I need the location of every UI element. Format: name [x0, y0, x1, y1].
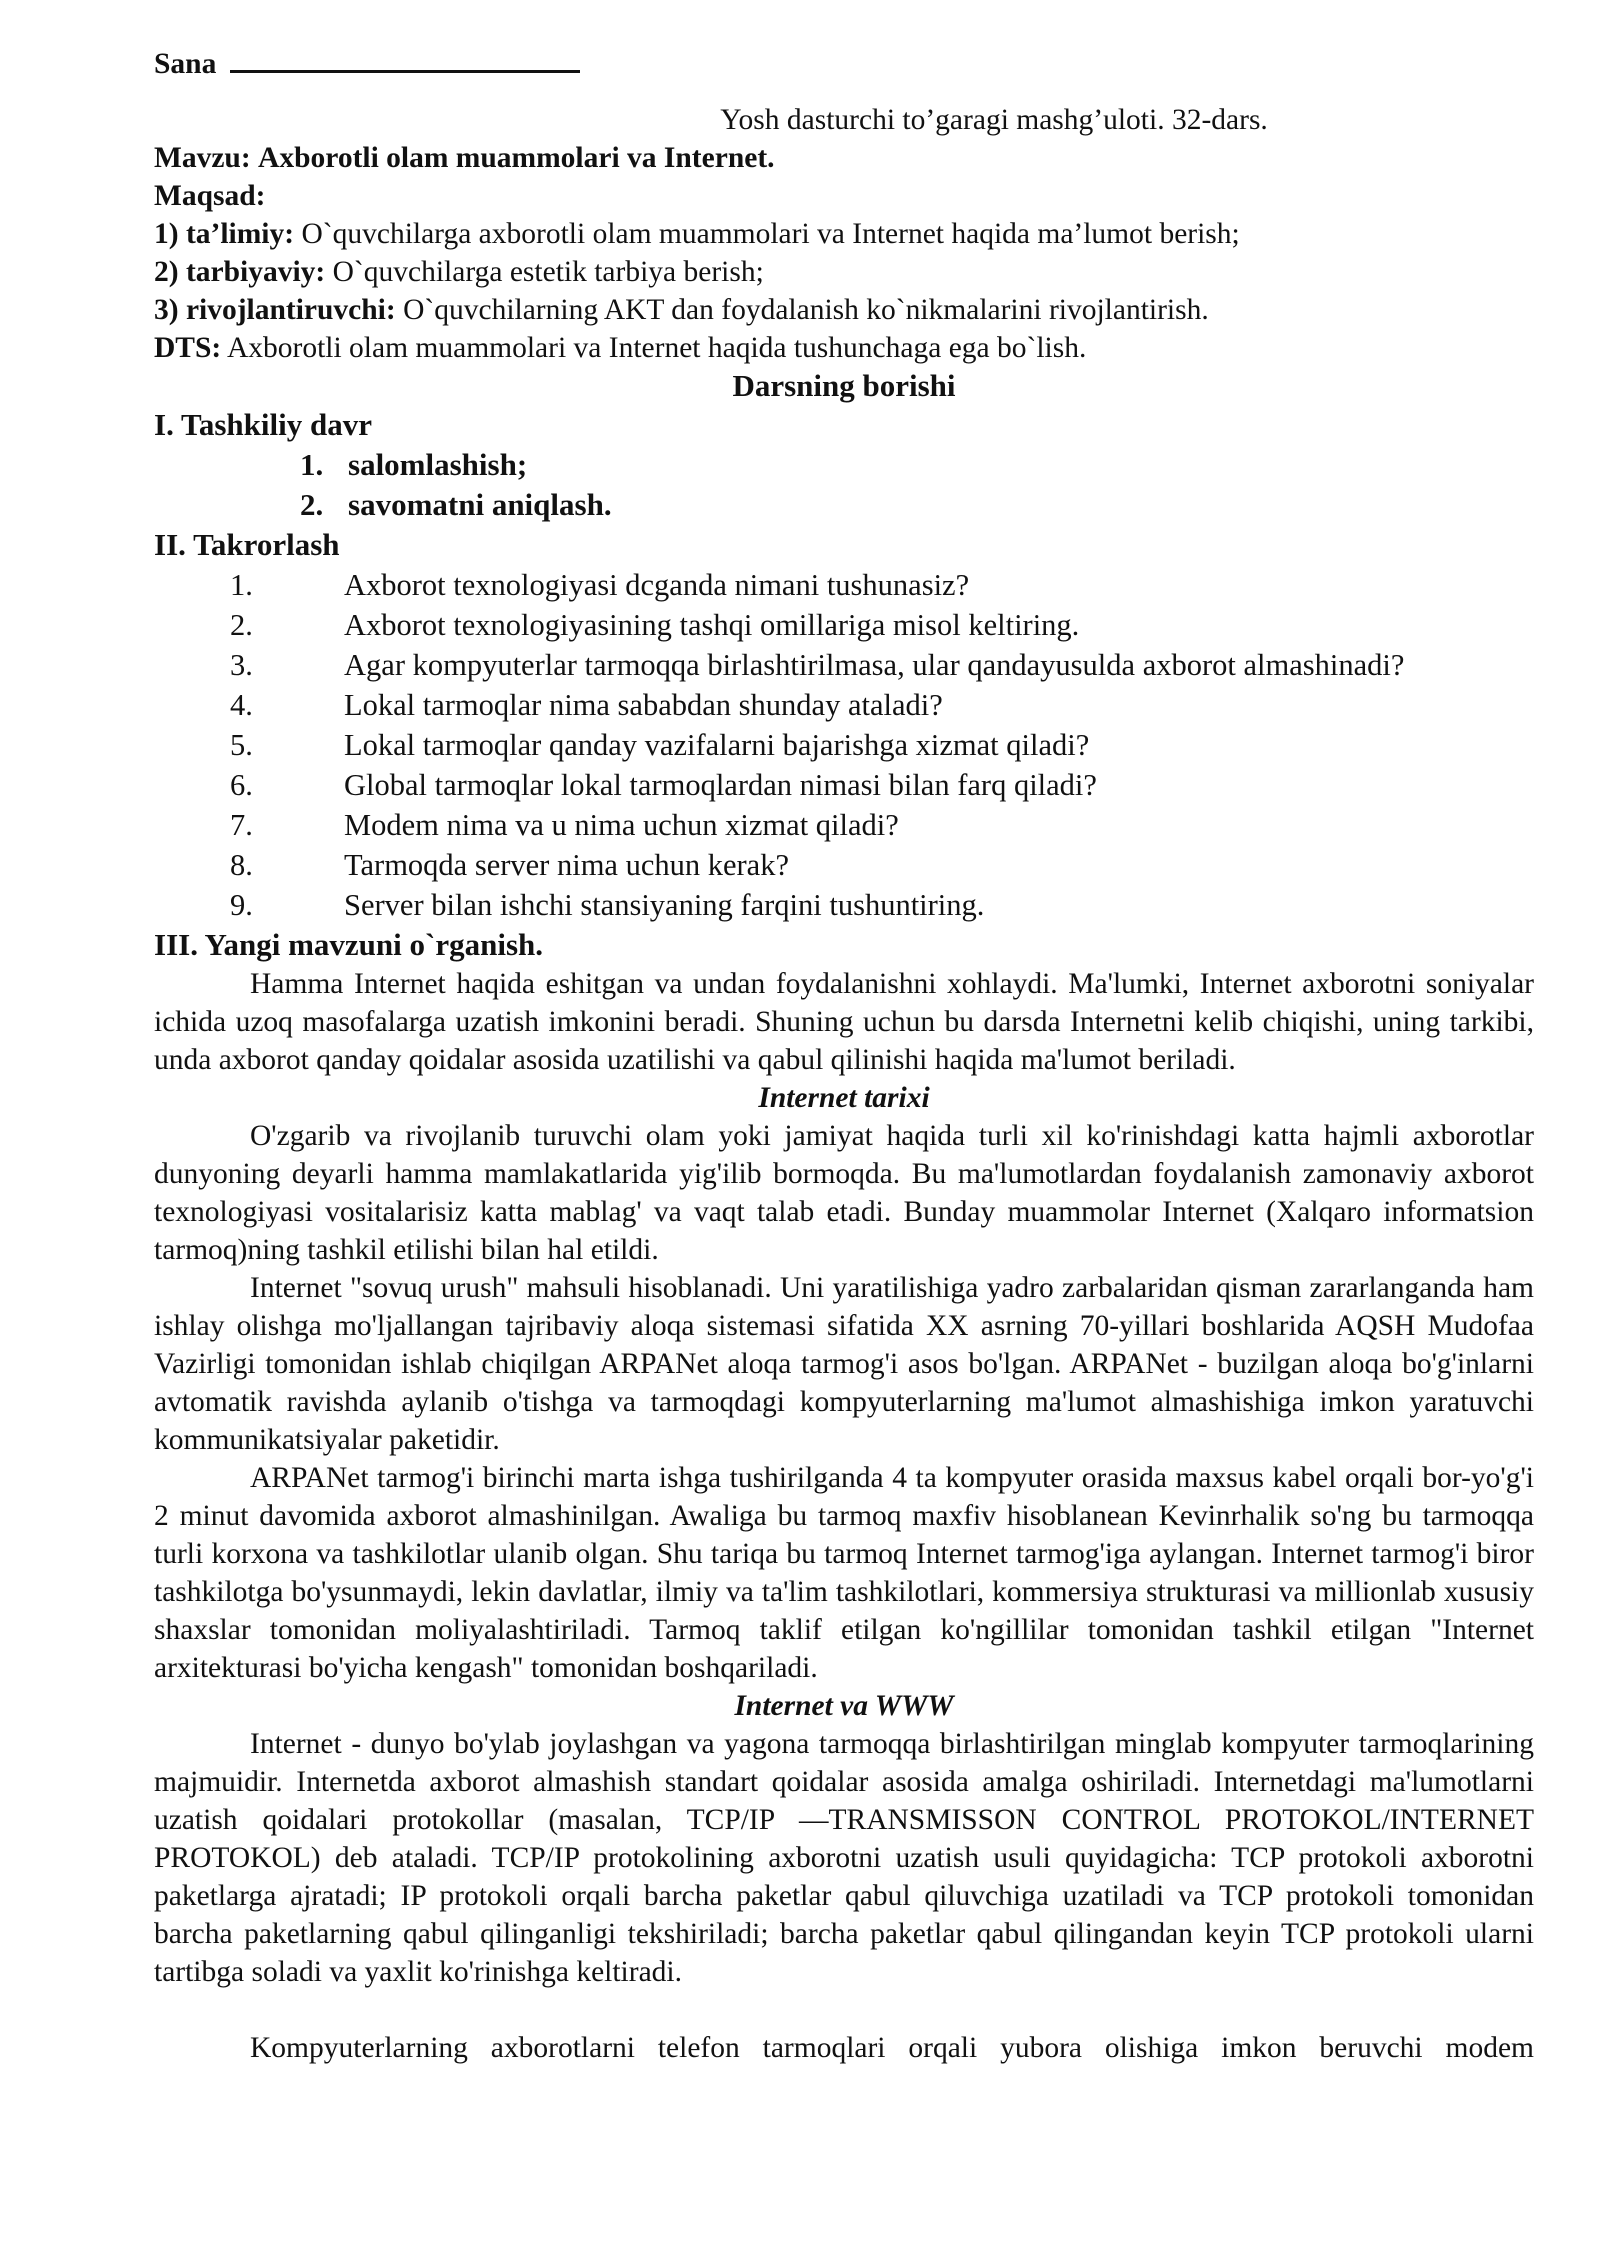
question-item	[230, 765, 1534, 805]
question-item	[230, 805, 1534, 845]
paragraph: Internet - dunyo bo'ylab joylashgan va yagona tarmoqqa birlashtirilgan minglab kompyuter tarmoqlarining majmuidir. Internetda axborot almashish standart qoidalar asosida amalga oshiriladi. Internetdagi ma'lumotlarni uzatish qoidalari protokollar (masalan, TCP/IP —TRANSMISSON CONTROL PROTOKOL/INTERNET PROTOKOL) deb ataladi. TCP/IP protokolining axborotni uzatish usuli quyidagicha: TCP protokoli axborotni paketlarga ajratadi; IP protokoli orqali barcha paketlar qabul qiluvchiga uzatiladi va TCP protokoli tomonidan barcha paketlarning qabul qilinganligi tekshiriladi; barcha paketlar qabul qilingandan keyin TCP protokoli ularni tartibga soladi va yaxlit ko'rinishga keltiradi.	[154, 1728, 1534, 1988]
question-number: 6.	[230, 768, 253, 802]
question-item	[230, 565, 1534, 605]
list-item	[300, 485, 1534, 525]
question-text: Lokal tarmoqlar qanday vazifalarni bajarishga xizmat qiladi?	[344, 728, 1090, 762]
goal-item-label: 3) rivojlantiruvchi:	[154, 294, 396, 326]
dts-line	[154, 329, 1534, 367]
date-blank-field	[230, 44, 580, 73]
section-title: I. Tashkiliy davr	[154, 407, 372, 442]
section-title: II. Takrorlash	[154, 527, 340, 562]
question-number: 3.	[230, 648, 253, 682]
question-number: 8.	[230, 848, 253, 882]
question-number: 5.	[230, 728, 253, 762]
question-text: Global tarmoqlar lokal tarmoqlardan nimasi bilan farq qiladi?	[344, 768, 1097, 802]
question-item	[230, 645, 1534, 685]
question-item	[230, 725, 1534, 765]
question-number: 1.	[230, 568, 253, 602]
subsection-heading: Internet tarixi	[758, 1082, 930, 1114]
question-item	[230, 845, 1534, 885]
question-text: Tarmoqda server nima uchun kerak?	[344, 848, 790, 882]
goal-item	[154, 253, 1534, 291]
paragraph: O'zgarib va rivojlanib turuvchi olam yoki jamiyat haqida turli xil ko'rinishdagi katta hajmli axborotlar dunyoning deyarli hamma mamlakatlarida yig'ilib bormoqda. Bu ma'lumotlardan foydalanish zamonaviy axborot texnologiyasi vositalarisiz katta mablag' va vaqt talab etadi. Bunday muammolar Internet (Xalqaro informatsion tarmoq)ning tashkil etilishi bilan hal etildi.	[154, 1120, 1534, 1266]
goal-item-text: O`quvchilarga estetik tarbiya berish;	[332, 256, 764, 288]
section-title: III. Yangi mavzuni o`rganish.	[154, 927, 544, 962]
date-label: Sana	[154, 48, 217, 80]
question-text: Axborot texnologiyasining tashqi omillariga misol keltiring.	[344, 608, 1080, 642]
question-list	[154, 565, 1534, 925]
list-item-number: 1.	[300, 447, 324, 482]
question-number: 9.	[230, 888, 253, 922]
paragraph: ARPANet tarmog'i birinchi marta ishga tushirilganda 4 ta kompyuter orasida maxsus kabel orqali bor-yo'g'i 2 minut davomida axborot almashinilgan. Awaliga bu tarmoq maxfiv hisoblanean Kevinrhalik so'ng bu tarmoqqa turli korxona va tashkilotlar ulanib olgan. Shu tariqa bu tarmoq Internet tarmog'iga aylangan. Internet tarmog'i biror tashkilotga bo'ysunmaydi, lekin davlatlar, ilmiy va ta'lim tashkilotlari, kommersiya strukturasi va millionlab xususiy shaxslar tomonidan moliyalashtiriladi. Tarmoq taklif etilgan ko'ngillilar tomonidan tashkil etilgan "Internet arxitekturasi bo'yicha kengash" tomonidan boshqariladi.	[154, 1462, 1534, 1684]
paragraph: Internet "sovuq urush" mahsuli hisoblanadi. Uni yaratilishiga yadro zarbalaridan qisman zararlanganda ham ishlay olishga mo'ljallangan tajribaviy aloqa sistemasi sifatida XX asrning 70-yillari boshlarida AQSH Mudofaa Vazirligi tomonidan ishlab chiqilgan ARPANet aloqa tarmog'i asos bo'lgan. ARPANet - buzilgan aloqa bo'g'inlarni avtomatik ravishda aylanib o'tishga va tarmoqdagi kompyuterlarning ma'lumot almashishiga imkon yaratuvchi kommunikatsiyalar paketidir.	[154, 1272, 1534, 1456]
document-page	[154, 44, 1534, 2067]
goal-item-label: 1) ta’limiy:	[154, 218, 295, 250]
lesson-title: Yosh dasturchi to’garagi mashg’uloti. 32-dars.	[720, 104, 1268, 136]
topic-line	[154, 139, 1534, 177]
goal-label: Maqsad:	[154, 180, 266, 212]
question-number: 2.	[230, 608, 253, 642]
list-item-text: savomatni aniqlash.	[348, 487, 612, 522]
lesson-heading: Darsning borishi	[732, 368, 956, 403]
list-item-text: salomlashish;	[348, 447, 528, 482]
dts-label: DTS:	[154, 332, 222, 364]
goal-item	[154, 291, 1534, 329]
question-text: Agar kompyuterlar tarmoqqa birlashtirilmasa, ular qandayusulda axborot almashinadi?	[344, 648, 1405, 682]
goal-item-text: O`quvchilarga axborotli olam muammolari va Internet haqida ma’lumot berish;	[301, 218, 1240, 250]
question-text: Server bilan ishchi stansiyaning farqini tushuntiring.	[344, 888, 985, 922]
question-item	[230, 885, 1534, 925]
list-item-number: 2.	[300, 487, 324, 522]
question-item	[230, 605, 1534, 645]
topic-text: Axborotli olam muammolari va Internet.	[258, 142, 775, 174]
question-number: 4.	[230, 688, 253, 722]
paragraph-spacer	[154, 1991, 1534, 2029]
goal-item	[154, 215, 1534, 253]
topic-label: Mavzu:	[154, 142, 251, 174]
paragraph: Kompyuterlarning axborotlarni telefon tarmoqlari orqali yubora olishiga imkon beruvchi modem	[250, 2032, 1534, 2064]
dts-text: Axborotli olam muammolari va Internet haqida tushunchaga ega bo`lish.	[226, 332, 1087, 364]
question-text: Modem nima va u nima uchun xizmat qiladi?	[344, 808, 899, 842]
goal-item-text: O`quvchilarning AKT dan foydalanish ko`nikmalarini rivojlantirish.	[403, 294, 1209, 326]
list-item	[300, 445, 1534, 485]
subsection-heading: Internet va WWW	[734, 1690, 954, 1722]
date-line	[154, 44, 1534, 83]
question-number: 7.	[230, 808, 253, 842]
question-text: Lokal tarmoqlar nima sababdan shunday ataladi?	[344, 688, 943, 722]
goal-item-label: 2) tarbiyaviy:	[154, 256, 326, 288]
paragraph: Hamma Internet haqida eshitgan va undan foydalanishni xohlaydi. Ma'lumki, Internet axborotni soniyalar ichida uzoq masofalarga uzatish imkonini beradi. Shuning uchun bu darsda Internetni kelib chiqishi, uning tarkibi, unda axborot qanday qoidalar asosida uzatilishi va qabul qilinishi haqida ma'lumot beriladi.	[154, 968, 1534, 1076]
question-text: Axborot texnologiyasi dcganda nimani tushunasiz?	[344, 568, 970, 602]
question-item	[230, 685, 1534, 725]
